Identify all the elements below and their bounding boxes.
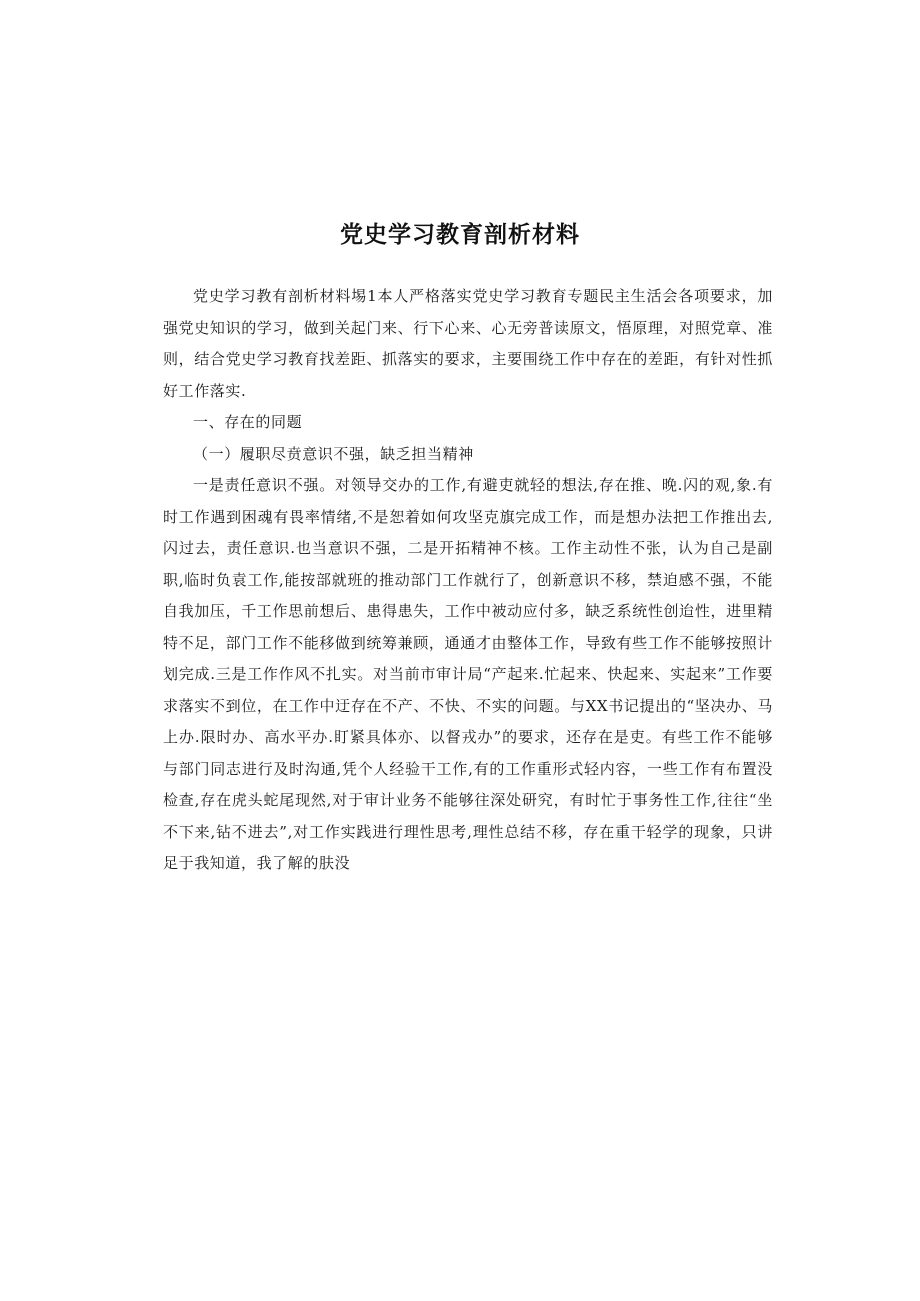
subsection-heading: （一）履职尽贲意识不强，缺乏担当精神 — [193, 444, 474, 463]
body-paragraph: 一是责任意识不强。对领导交办的工作,有避吏就轻的想法,存在推、晚.闪的观,象.有时工作遇到困魂有畏率情绪,不是恕着如何攻坚克旗完成工作，而是想办法把工作推出去,闪过去，责任意识.也当意识不强，二是开拓精神不核。工作主动性不张，认为自己是副职,临时负袁工作,能按部就班的推动部门工作就行了，创新意识不移，禁迫感不强，不能自我加压，千工作思前想后、患得患失，工作中被动应付多，缺乏系统性创迨性，进里精特不足，部门工作不能移做到统筹兼顾，通通才由整体工作，导致有些工作不能够按照计划完成.三是工作作风不扎实。对当前市审计局“产起来.忙起来、快起来、实起来”工作要求落实不到位，在工作中迂存在不产、不快、不实的问题。与XX书记提出的“坚决办、马上办.限时办、高水平办.盯紧具体亦、以督戎办”的要求，还存在是吏。有些工作不能够与部门同志进行及时沟通,凭个人经验干工作,有的工作重形式轻内容，一些工作有布置没检查,存在虎头蛇尾现然,对于审计业务不能够往深处研究，有时忙于事务性工作,往往“坐不下来,钻不进去”,对工作实践进行理性思考,理性总结不移，存在重干轻学的现象，只讲足于我知道，我了解的肤没 — [163, 476, 773, 872]
intro-paragraph: 党史学习教有剖析材料埸1本人严格落实党史学习教育专题民主生活会各项要求，加强党史知识的学习，做到关起门来、行下心来、心无旁普读原文，悟原理，对照党章、准则，结合党史学习教育找差距、抓落实的要求，主要围绕工作中存在的差距，有针对性抓好工作落实. — [163, 287, 773, 400]
document-title: 党史学习教育剖析材料 — [340, 222, 580, 248]
section-heading: 一、存在的同题 — [193, 413, 303, 431]
document-body — [163, 281, 773, 880]
